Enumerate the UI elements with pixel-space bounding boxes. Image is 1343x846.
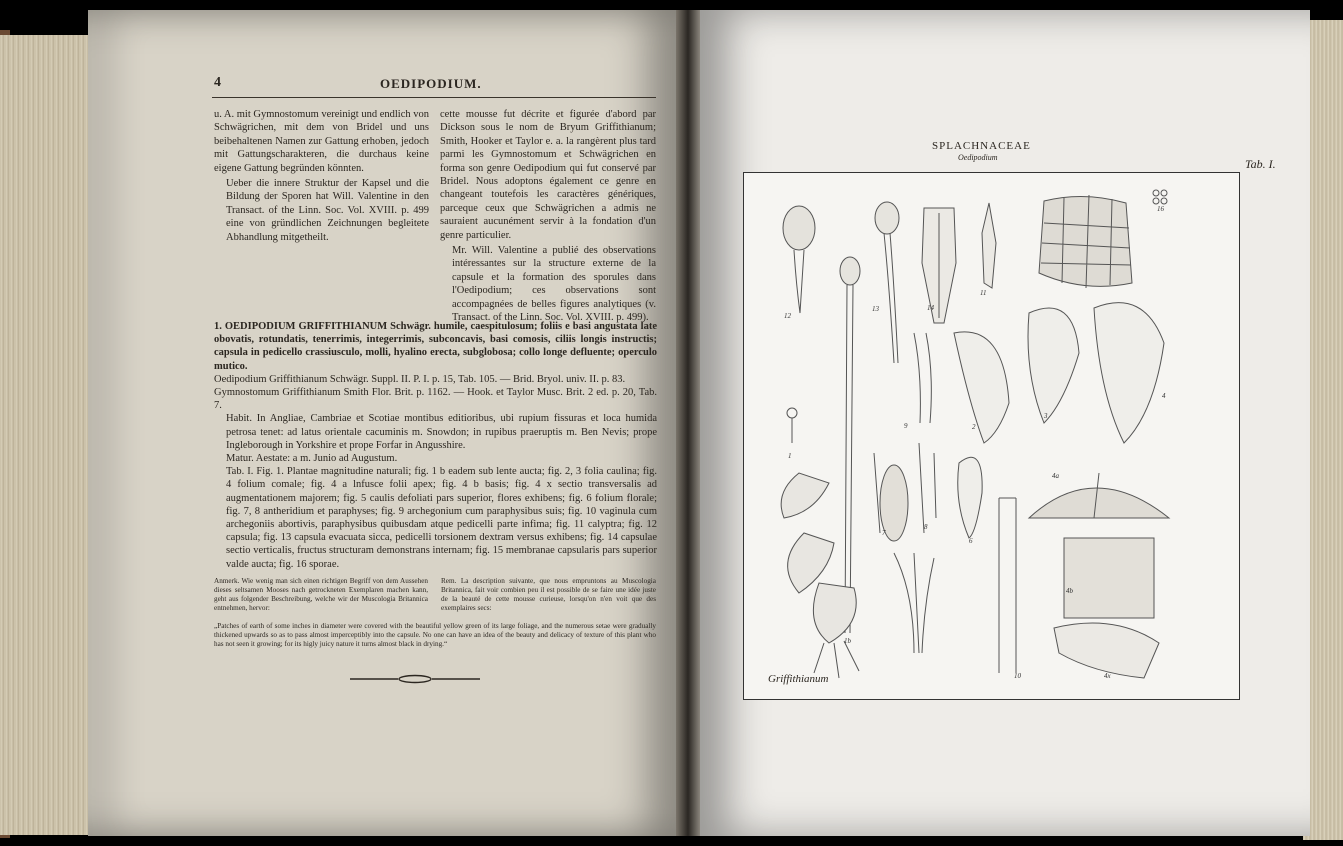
figure-number: 3 [1044,412,1048,420]
running-head: OEDIPODIUM. [380,76,482,91]
plate-family: SPLACHNACEAE [932,140,1031,152]
figure-number: 4 [1162,392,1166,400]
figure-number: 1 [788,452,792,460]
plate-caption: Griffithianum [768,673,829,685]
figure-number: 4b [1066,587,1073,595]
section-dome-figure [1029,473,1169,518]
figure-number: 12 [784,312,791,320]
french-column [440,108,656,327]
floral-leaf-figure [958,457,982,538]
figure-number: 2 [972,423,976,431]
spore [1161,198,1167,204]
plate-explanation: Tab. I. Fig. 1. Plantae magnitudine naturali; fig. 1 b eadem sub lente aucta; fig. 2, 3 folia caulina; fig. 4 folium comale; fig. 4 a lnfusce folii apex; fig. 4 b basis; fig. 4 x sectio transversalis ad augmentationem majorem; fig. 5 caulis defoliati pars superior, flores exhibens; fig. 6 folium florale; fig. 7, 8 antheridium et paraphyses; fig. 9 archegonium cum paraphysibus suis; fig. 10 vaginula cum archegoniis abortivis, paraphysibus quibusdam atque pedicelli parte infima; fig. 11 calyptra; fig. 12 capsula; fig. 13 capsula evacuata sicca, pedicelli torsionem dextram versus exhibens; fig. 14 capsulae sectio verticalis, fructus structuram demonstrans internam; fig. 15 membranae capsularis pars superior valde aucta; fig. 16 sporae. [226,466,657,570]
dry-capsule-figure [875,202,899,363]
tissue-figure [1064,538,1154,618]
membrane-figure [1039,195,1132,288]
leaf-figure [1094,303,1164,443]
capsule-figure [783,206,815,313]
page-number: 4 [214,75,221,90]
spore [1153,190,1159,196]
figure-number: 13 [872,305,879,313]
botanical-plate [743,172,1240,700]
note-french: Rem. La description suivante, que nous empruntons au Muscologia Britannica, fait voir combien peu il est possible de se faire une idée juste de la beauté de cette mousse curieuse, lorsqu'on n'en voit que des exemplaires secs: [441,577,656,612]
figure-number: 16 [1157,205,1164,213]
plate-illustration [744,173,1239,699]
figure-number: 4a [1052,472,1059,480]
leaf-figure [954,332,1009,443]
synonym: Gymnostomum Griffithianum Smith Flor. Brit. p. 1162. — Hook. et Taylor Musc. Brit. 2 ed. p. 20, Tab. 7. [214,387,657,412]
calyptra-figure [982,203,996,288]
paragraph: u. A. mit Gymnostomum vereinigt und endlich von Schwägrichen, mit dem von Bridel und uns beibehaltenen Namen zur Gattung erhoben, jedoch mit Gattungscharakteren, die durchaus keine eigene Gattung begründen könnten. [214,109,429,174]
ornament-divider [350,674,480,684]
stem-figure [999,498,1016,673]
habitat: Habit. In Angliae, Cambriae et Scotiae montibus editioribus, ubi rupium fissuras et loca humida petrosa tenet: ad latus orientale cacuminis m. Snowdon; in rupibus praeruptis m. Ben Nevis; prope Ingleborough in Yorkshire et prope Forfar in Angusshire. [226,413,657,451]
small-plant-figure [787,408,797,443]
figure-number: 11 [980,289,987,297]
figure-number: 9 [904,422,908,430]
synonym: Oedipodium Griffithianum Schwägr. Suppl. II. P. I. p. 15, Tab. 105. — Brid. Bryol. univ. II. p. 83. [214,373,626,385]
paragraph: cette mousse fut décrite et figurée d'abord par Dickson sous le nom de Bryum Griffithianum; Smith, Hooker et Taylor e. a. la rangèrent plus tard parmi les Gymnostomum et Schwägrichen en forma son genre Oedipodium qui fut conservé par Bridel. Nous adoptons également ce genre en changeant toutefois les caractères génériques, parceque ceux que Schwägrichen a admis ne sauraient aucunément servir à la fondation d'un genre particulier. [440,109,656,241]
spore [1153,198,1159,204]
figure-number: 4x [1104,672,1111,680]
header-rule [212,97,656,98]
species-heading: 1. OEDIPODIUM GRIFFITHIANUM Schwägr. humile, caespitulosum; foliis e basi angustata late obovatis, rotundatis, tenerrimis, integerrimis, subconcavis, basi comosis, ciliis longis instructis; capsula in pedicello crassiusculo, molli, hyalino erecta, subglobosa; collo longe defluente; operculo mutico. [214,321,657,372]
figure-number: 6 [969,537,973,545]
leaf-base-figure [1054,623,1159,678]
note-german: Anmerk. Wie wenig man sich einen richtigen Begriff von dem Aussehen dieses seltsamen Mooses nach getrockneten Exemplaren machen kann, geht aus folgender Beschreibung, welche wir der Muscologia Britannica entnehmen, hervor: [214,577,428,612]
book-gutter [676,10,700,836]
plant-figure [781,473,859,678]
plate-tab-label: Tab. I. [1245,157,1276,171]
seta-figure [840,257,860,633]
figure-number: 7 [882,529,886,537]
leaf-figure [1028,308,1079,423]
paragraph: Mr. Will. Valentine a publié des observations intéressantes sur la structure externe de la capsule et la formation des sporules dans l'Oedipodium; ces observations sont accompagnées de belles figures analytiques (v. Transact. of the Linn. Soc. Vol. XVIII. p. 499). [452,245,656,324]
archegonium-figure [914,333,931,423]
figure-number: 14 [927,304,934,312]
german-column [214,108,429,246]
maturity: Matur. Aestate: a m. Junio ad Augustum. [226,453,398,465]
figure-number: 8 [924,523,928,531]
figure-number: 1b [844,637,851,645]
english-quote: „Patches of earth of some inches in diameter were covered with the beautiful yellow green of its large foliage, and the numerous setae were gradually thickened upwards so as to pass almost imperceptibly into the capsule. No one can have an idea of the beauty and delicacy of texture of this plant who has not seen it growing; for its higly juicy nature it turns almost black in drying.“ [214,622,656,648]
species-description [214,320,657,571]
plate-genus: Oedipodium [958,153,998,162]
paragraph: Ueber die innere Struktur der Kapsel und die Bildung der Sporen hat Will. Valentine in den Transact. of the Linn. Soc. Vol. XVIII. p. 499 eine von gründlichen Zeichnungen begleitete Abhandlung mitgetheilt. [226,178,429,243]
figure-number: 10 [1014,672,1021,680]
tuft-figure [894,553,934,653]
spore [1161,190,1167,196]
